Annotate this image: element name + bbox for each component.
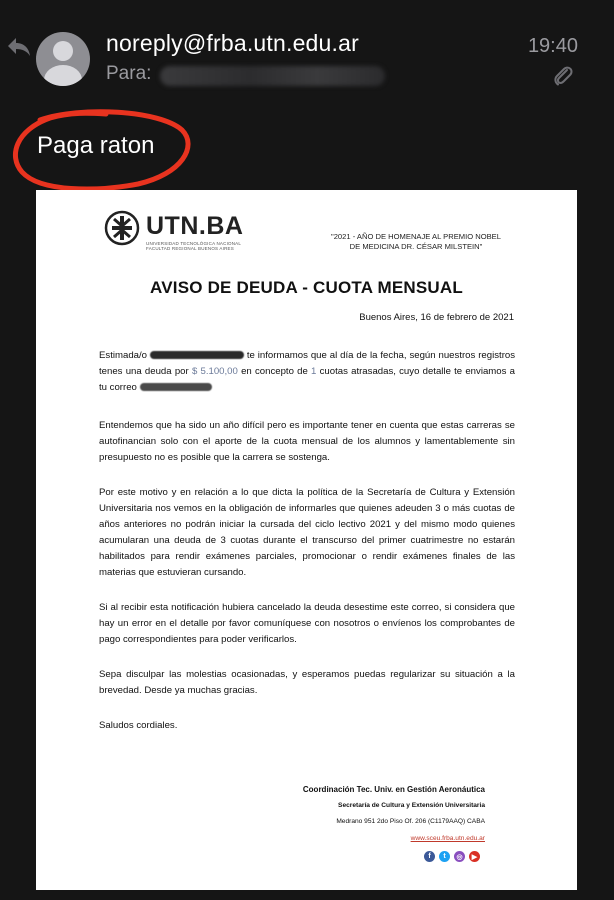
email-body-message: Paga raton — [37, 132, 155, 159]
signature-secretariat: Secretaría de Cultura y Extensión Universitaria — [338, 802, 485, 809]
signature-address: Medrano 951 2do Piso Of. 206 (C1179AAQ) CABA — [336, 818, 485, 825]
redacted-name — [150, 351, 244, 359]
closing-greeting: Saludos cordiales. — [99, 720, 178, 731]
logo-wordmark: UTN.BA — [146, 212, 244, 240]
avatar — [36, 32, 90, 86]
document-date: Buenos Aires, 16 de febrero de 2021 — [359, 312, 514, 323]
signature-department: Coordinación Tec. Univ. en Gestión Aeronáutica — [302, 785, 485, 794]
twitter-icon[interactable]: t — [439, 851, 450, 862]
utn-emblem-icon — [104, 210, 140, 246]
reply-icon[interactable] — [6, 36, 32, 58]
red-circle-annotation — [10, 108, 194, 194]
logo-subtitle-2: FACULTAD REGIONAL BUENOS AIRES — [146, 246, 234, 251]
debt-notice-document — [36, 190, 577, 890]
logo-subtitle-1: UNIVERSIDAD TECNOLÓGICA NACIONAL — [146, 241, 242, 246]
document-title: AVISO DE DEUDA - CUOTA MENSUAL — [150, 278, 463, 297]
installment-count: 1 — [311, 366, 317, 377]
recipient-redacted — [160, 66, 385, 86]
youtube-icon[interactable]: ▶ — [469, 851, 480, 862]
received-time: 19:40 — [527, 35, 578, 57]
paragraph-already-paid: Si al recibir esta notificación hubiera cancelado la deuda desestime este correo, si considera que hay un error en el detalle por favor comuníquese con nosotros o envíenos los comprobantes de pago correspondientes para poder verificarlos. — [99, 602, 515, 645]
instagram-icon[interactable]: ◎ — [454, 851, 465, 862]
paragraph-policy: Por este motivo y en relación a lo que dicta la política de la Secretaría de Cultura y Extensión Universitaria nos vemos en la obligación de informarles que quienes adeuden 3 o más cuotas de años anteriores no podrán iniciar la cursada del ciclo lectivo 2021 y del mismo modo quienes acumularan una deuda de 3 cuotas durante el transcurso del primer cuatrimestre no estarán habilitados para rendir exámenes parciales, promocionar o rendir exámenes finales de las materias que estuvieran cursando. — [99, 487, 515, 578]
utn-ba-logo — [104, 210, 264, 250]
paragraph-apology: Sepa disculpar las molestias ocasionadas, y esperamos puedas regularizar su situación a la brevedad. Desde ya muchas gracias. — [99, 669, 515, 696]
social-links — [424, 851, 480, 862]
year-motto: "2021 - AÑO DE HOMENAJE AL PREMIO NOBEL DE MEDICINA DR. CÉSAR MILSTEIN" — [331, 232, 501, 251]
signature-website-link[interactable]: www.sceu.frba.utn.edu.ar — [410, 835, 485, 842]
sender-address[interactable]: noreply@frba.utn.edu.ar — [106, 30, 359, 56]
paragraph-debt-details: Estimada/o te informamos que al día de la fecha, según nuestros registros tenes una deuda por $ 5.100,00 en concepto de 1 cuotas atrasadas, cuyo detalle te enviamos a tu correo — [99, 350, 516, 393]
facebook-icon[interactable]: f — [424, 851, 435, 862]
paragraph-context: Entendemos que ha sido un año difícil pero es importante tener en cuenta que estas carreras se autofinancian solo con el aporte de la cuota mensual de los alumnos y lamentablemente sin presupuesto no es posible que la carrera se sostenga. — [99, 420, 515, 463]
redacted-email — [140, 383, 212, 391]
paperclip-icon[interactable] — [552, 64, 574, 88]
debt-amount: $ 5.100,00 — [191, 366, 238, 377]
to-label: Para: — [106, 63, 152, 84]
